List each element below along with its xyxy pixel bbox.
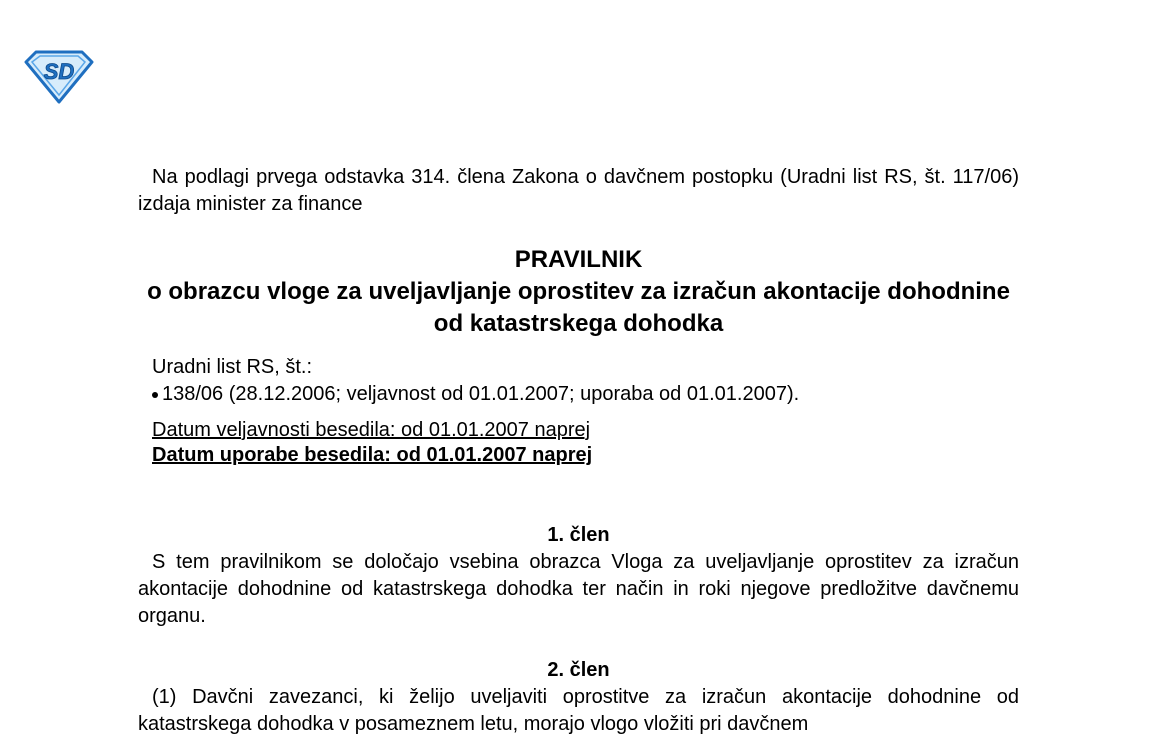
article-2-text: (1) Davčni zavezanci, ki želijo uveljaviti oprostitve za izračun akontacije dohodnine od katastrskega dohodka v posameznem letu, morajo vlogo vložiti pri davčnem xyxy=(138,686,1019,735)
gazette-info xyxy=(138,354,1019,408)
text-dates xyxy=(138,418,1019,468)
article-1-text: S tem pravilnikom se določajo vsebina obrazca Vloga za uveljavljanje oprostitev za izračun akontacije dohodnine od katastrskega dohodka ter način in roki njegove predložitve davčnemu organu. xyxy=(138,551,1019,627)
document-page xyxy=(138,164,1019,738)
sd-shield-logo-icon xyxy=(22,48,96,104)
bullet-icon xyxy=(152,392,158,398)
gazette-label: Uradni list RS, št.: xyxy=(152,356,313,378)
gazette-item-text: 138/06 (28.12.2006; veljavnost od 01.01.2007; uporaba od 01.01.2007). xyxy=(162,383,800,405)
validity-date-link[interactable]: Datum veljavnosti besedila: od 01.01.2007 naprej xyxy=(152,419,591,441)
article-1-heading: 1. člen xyxy=(547,524,610,546)
title-subtitle: o obrazcu vloge za uveljavljanje oprostitev za izračun akontacije dohodnine od katastrskega dohodka xyxy=(147,278,1010,337)
svg-text:SD: SD xyxy=(43,59,75,84)
gazette-item xyxy=(152,381,1019,408)
intro-paragraph: Na podlagi prvega odstavka 314. člena Zakona o davčnem postopku (Uradni list RS, št. 117/06) izdaja minister za finance xyxy=(138,166,1019,215)
document-title xyxy=(138,244,1019,340)
application-date-link[interactable]: Datum uporabe besedila: od 01.01.2007 naprej xyxy=(152,444,593,466)
title-main: PRAVILNIK xyxy=(514,246,643,273)
article-2-heading: 2. člen xyxy=(547,659,610,681)
